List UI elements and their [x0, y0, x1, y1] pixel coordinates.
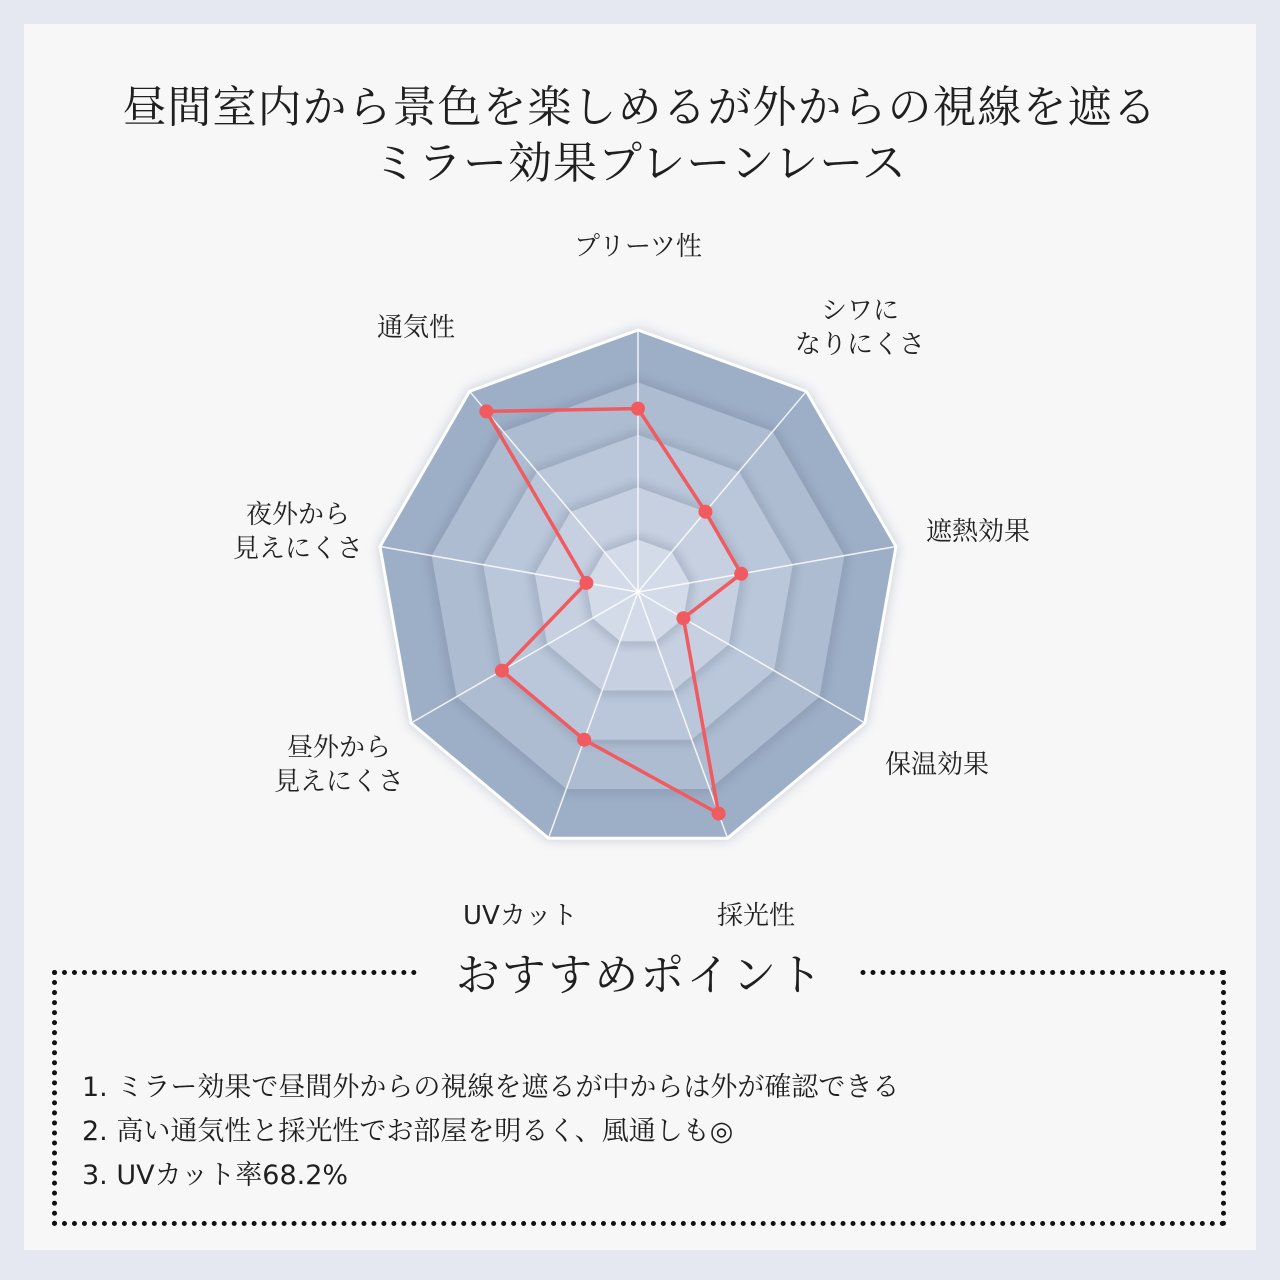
radar-point — [579, 576, 593, 590]
radar-point — [676, 611, 690, 625]
radar-point — [631, 402, 645, 416]
radar-point — [698, 505, 712, 519]
recommend-item-1: 1. ミラー効果で昼間外からの視線を遮るが中からは外が確認できる — [82, 1072, 900, 1103]
axis-label: 遮熱効果 — [926, 517, 1031, 547]
radar-point — [734, 567, 748, 581]
recommend-list — [82, 1066, 1202, 1198]
radar-point — [577, 733, 591, 747]
axis-label: プリーツ性 — [574, 232, 702, 262]
radar-point — [712, 807, 726, 821]
axis-label: シワに なりにくさ — [795, 296, 926, 360]
title-line-1: 昼間室内から景色を楽しめるが外からの視線を遮る — [122, 82, 1158, 133]
radar-point — [495, 664, 509, 678]
axis-label: 採光性 — [717, 901, 796, 931]
recommend-item-3: 3. UVカット率68.2% — [82, 1160, 349, 1191]
axis-label: 昼外から 見えにくさ — [274, 733, 405, 797]
axis-label: UVカット — [463, 901, 578, 931]
recommend-item-2: 2. 高い通気性と採光性でお部屋を明るく、風通しも◎ — [82, 1116, 734, 1147]
radar-point — [479, 404, 493, 418]
axis-label: 夜外から 見えにくさ — [233, 500, 364, 564]
axis-label: 通気性 — [377, 313, 456, 343]
title-line-2: ミラー効果プレーンレース — [372, 138, 908, 189]
recommend-title: おすすめポイント — [420, 948, 860, 1004]
axis-label: 保温効果 — [885, 750, 990, 780]
